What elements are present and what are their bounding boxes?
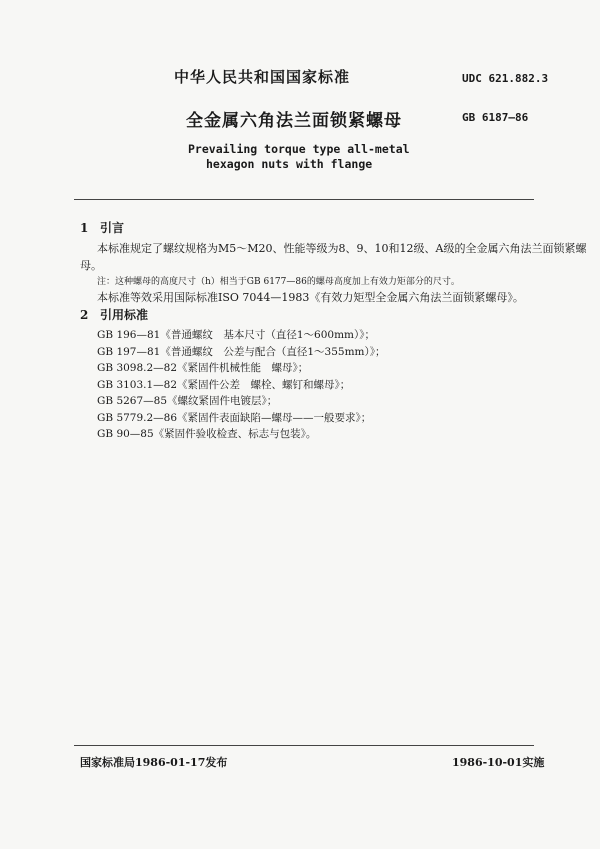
- reference-item: GB 3098.2—82《紧固件机械性能 螺母》；: [97, 362, 309, 374]
- section-1-note: 注：这种螺母的高度尺寸（h）相当于GB 6177—86的螺母高度加上有效力矩部分的尺寸。: [97, 277, 460, 287]
- section-2-title: 引用标准: [100, 308, 149, 322]
- effective-date: 1986-10-01实施: [452, 756, 545, 769]
- issue-date: 国家标准局1986-01-17发布: [80, 756, 228, 769]
- header-divider: [74, 199, 534, 200]
- standard-org-title: 中华人民共和国国家标准: [174, 68, 351, 86]
- reference-item: GB 3103.1—82《紧固件公差 螺栓、螺钉和螺母》；: [97, 378, 351, 391]
- section-1-para1-line1: 本标准规定了螺纹规格为M5～M20、性能等级为8、9、10和12级、A级的全金属六角法兰面锁紧螺: [97, 242, 587, 255]
- document-title-en-line1: Prevailing torque type all-metal: [188, 142, 410, 156]
- document-title-en-line2: hexagon nuts with flange: [206, 157, 373, 171]
- reference-item: GB 196—81《普通螺纹 基本尺寸（直径1～600mm）》；: [97, 329, 375, 341]
- section-1-title: 引言: [100, 221, 125, 235]
- section-1-heading: [80, 219, 124, 236]
- section-1-number: 1: [80, 221, 89, 235]
- document-title-cn: 全金属六角法兰面锁紧螺母: [186, 111, 402, 131]
- section-2-number: 2: [80, 308, 89, 322]
- gb-number: GB 6187—86: [462, 111, 529, 124]
- reference-item: GB 197—81《普通螺纹 公差与配合（直径1～355mm）》；: [97, 345, 386, 358]
- reference-item: GB 5267—85《螺纹紧固件电镀层》；: [97, 395, 278, 407]
- section-1-para2: 本标准等效采用国际标准ISO 7044—1983《有效力矩型全金属六角法兰面锁紧螺母》。: [97, 291, 524, 304]
- section-2-heading: [80, 306, 148, 323]
- reference-list: [97, 327, 385, 443]
- section-1-para1-line2: 母。: [80, 259, 102, 272]
- reference-item: GB 90—85《紧固件验收检查、标志与包装》。: [97, 428, 317, 440]
- reference-item: GB 5779.2—86《紧固件表面缺陷—螺母——一般要求》；: [97, 411, 372, 424]
- udc-code: UDC 621.882.3: [462, 72, 549, 85]
- footer-divider: [74, 745, 534, 746]
